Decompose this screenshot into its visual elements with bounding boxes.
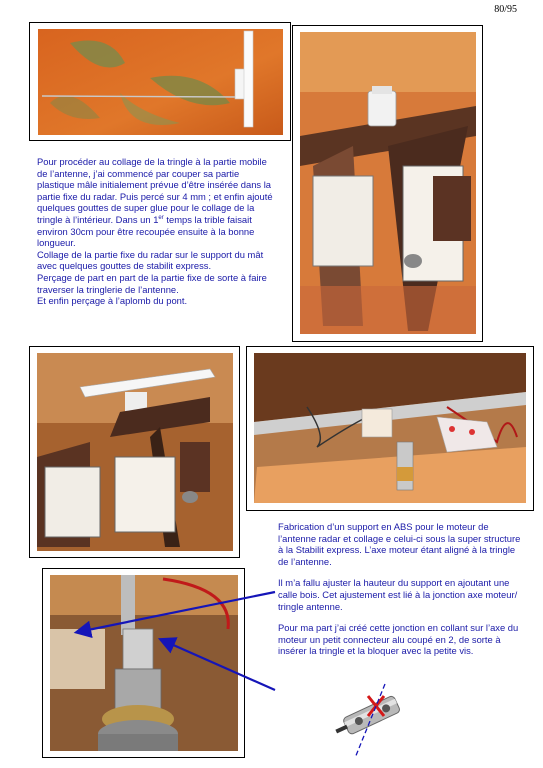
photo-motor-support <box>246 346 534 511</box>
photo-radar-mast <box>292 25 483 342</box>
photo-radar-antenna <box>29 346 240 558</box>
connector-diagram <box>330 676 415 761</box>
photo-antenna-rod <box>29 22 291 141</box>
text-right-para3: Pour ma part j’ai créé cette jonction en collant sur l’axe du moteur un petit connecteur alu coupé en 2, de sorte à insérer la tringle et la bloquer avec la petite vis. <box>278 622 519 657</box>
photo-motor-junction <box>42 568 245 758</box>
right-text-block <box>278 521 528 667</box>
text-right-para2: Il m’a fallu ajuster la hauteur du support en ajoutant une calle bois. Cet ajustement est lié à la jonction axe moteur/ tringle antenne. <box>278 577 518 612</box>
text-left-para4: Et enfin perçage à l’aplomb du pont. <box>37 295 188 307</box>
text-left-para2: Collage de la partie fixe du radar sur le support du mât avec quelques gouttes de stabilit express. <box>37 248 264 272</box>
text-left-lines-a: Pour procéder au collage de la tringle à la partie mobile de l’antenne, j’ai commencé par couper sa partie plastique mâle initialement prévue d’être insérée dans la partie fixe du radar. Puis percé sur 4 mm ; et enfin ajouté quelques gouttes de super glue pour le collage de la tringle à l’intérieur. Dans un 1 <box>37 156 273 225</box>
text-left-sup: er <box>158 214 164 221</box>
left-text-block <box>37 156 277 317</box>
text-right-para1: Fabrication d’un support en ABS pour le moteur de l’antenne radar et collage e celui-ci sous la super structure à la Stabilit express. L’axe moteur étant aligné à la tringle de l’antenne. <box>278 521 521 567</box>
text-left-lines-b: temps la trible faisait environ 30cm pour être recoupée ensuite à la bonne longueur. <box>37 213 255 249</box>
text-left-para3: Perçage de part en part de la partie fixe de sorte à faire traverser la tringlerie de l’antenne. <box>37 271 267 295</box>
page-number: 80/95 <box>494 4 517 15</box>
